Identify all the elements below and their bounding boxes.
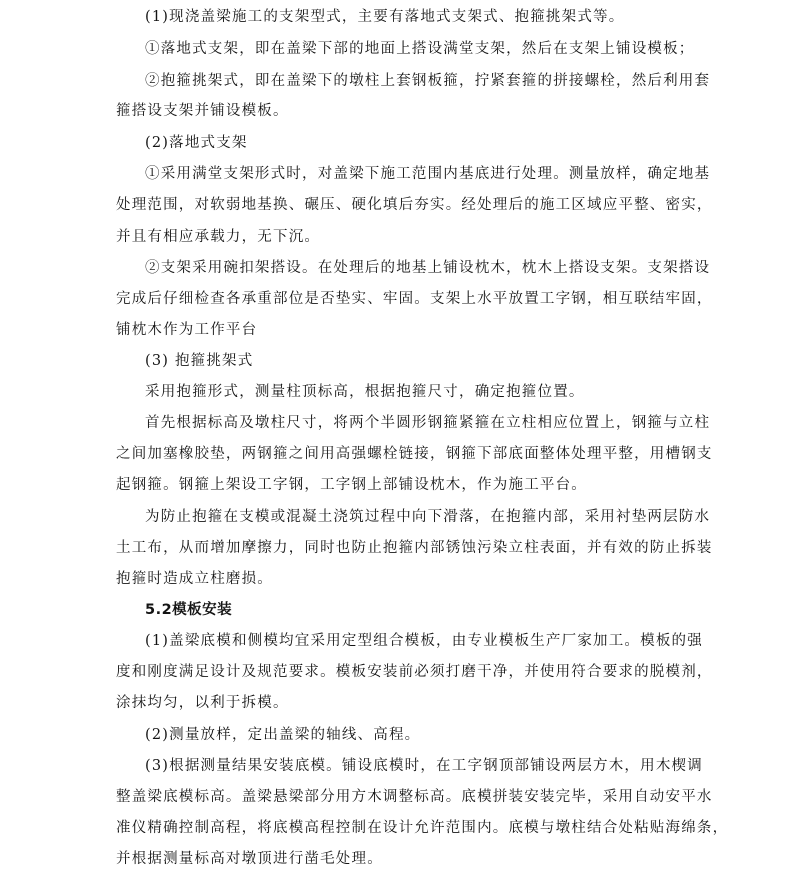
- text-line: 并根据测量标高对墩顶进行凿毛处理。: [116, 851, 383, 867]
- section-heading: 5.2模板安装: [145, 602, 233, 618]
- text-line: 准仪精确控制高程，将底模高程控制在设计允许范围内。底模与墩柱结合处粘贴海绵条，: [116, 820, 729, 836]
- text-line: 完成后仔细检查各承重部位是否垫实、牢固。支架上水平放置工字钢，相互联结牢固，: [116, 291, 713, 307]
- text-line: ②支架采用碗扣架搭设。在处理后的地基上铺设枕木，枕木上搭设支架。支架搭设: [145, 260, 711, 276]
- text-line: 箍搭设支架并铺设模板。: [116, 103, 289, 119]
- text-line: (2)落地式支架: [145, 135, 248, 151]
- text-line: 度和刚度满足设计及规范要求。模板安装前必须打磨干净，并使用符合要求的脱模剂，: [116, 664, 713, 680]
- text-line: 为防止抱箍在支模或混凝土浇筑过程中向下滑落，在抱箍内部，采用衬垫两层防水: [145, 509, 711, 525]
- text-line: 并且有相应承载力，无下沉。: [116, 229, 321, 245]
- text-line: 抱箍时造成立柱磨损。: [116, 571, 273, 587]
- text-line: 整盖梁底模标高。盖梁悬梁部分用方木调整标高。底模拼装安装完毕，采用自动安平水: [116, 789, 713, 805]
- text-line: 采用抱箍形式，测量柱顶标高，根据抱箍尺寸，确定抱箍位置。: [145, 384, 585, 400]
- text-line: 首先根据标高及墩柱尺寸，将两个半圆形钢箍紧箍在立柱相应位置上，钢箍与立柱: [145, 415, 711, 431]
- text-line: 之间加塞橡胶垫，两钢箍之间用高强螺栓链接，钢箍下部底面整体处理平整，用槽钢支: [116, 446, 713, 462]
- text-line: 涂抹均匀，以利于拆模。: [116, 695, 289, 711]
- text-line: (1)现浇盖梁施工的支架型式，主要有落地式支架式、抱箍挑架式等。: [145, 9, 625, 25]
- text-line: 铺枕木作为工作平台: [116, 322, 258, 338]
- text-line: 土工布，从而增加摩擦力，同时也防止抱箍内部锈蚀污染立柱表面，并有效的防止拆装: [116, 540, 713, 556]
- text-line: 处理范围，对软弱地基换、碾压、硬化填后夯实。经处理后的施工区域应平整、密实，: [116, 197, 713, 213]
- text-line: 起钢箍。钢箍上架设工字钢，工字钢上部铺设枕木，作为施工平台。: [116, 477, 587, 493]
- text-line: ②抱箍挑架式，即在盖梁下的墩柱上套钢板箍，拧紧套箍的拼接螺栓，然后利用套: [145, 73, 711, 89]
- text-line: (1)盖梁底模和侧模均宜采用定型组合模板，由专业模板生产厂家加工。模板的强: [145, 633, 703, 649]
- text-line: (3)根据测量结果安装底模。铺设底模时，在工字钢顶部铺设两层方木，用木楔调: [145, 758, 703, 774]
- text-line: (2)测量放样，定出盖梁的轴线、高程。: [145, 727, 421, 743]
- text-line: ①落地式支架，即在盖梁下部的地面上搭设满堂支架，然后在支架上铺设模板；: [145, 41, 695, 57]
- text-line: (3) 抱箍挑架式: [145, 353, 254, 369]
- text-line: ①采用满堂支架形式时，对盖梁下施工范围内基底进行处理。测量放样，确定地基: [145, 166, 711, 182]
